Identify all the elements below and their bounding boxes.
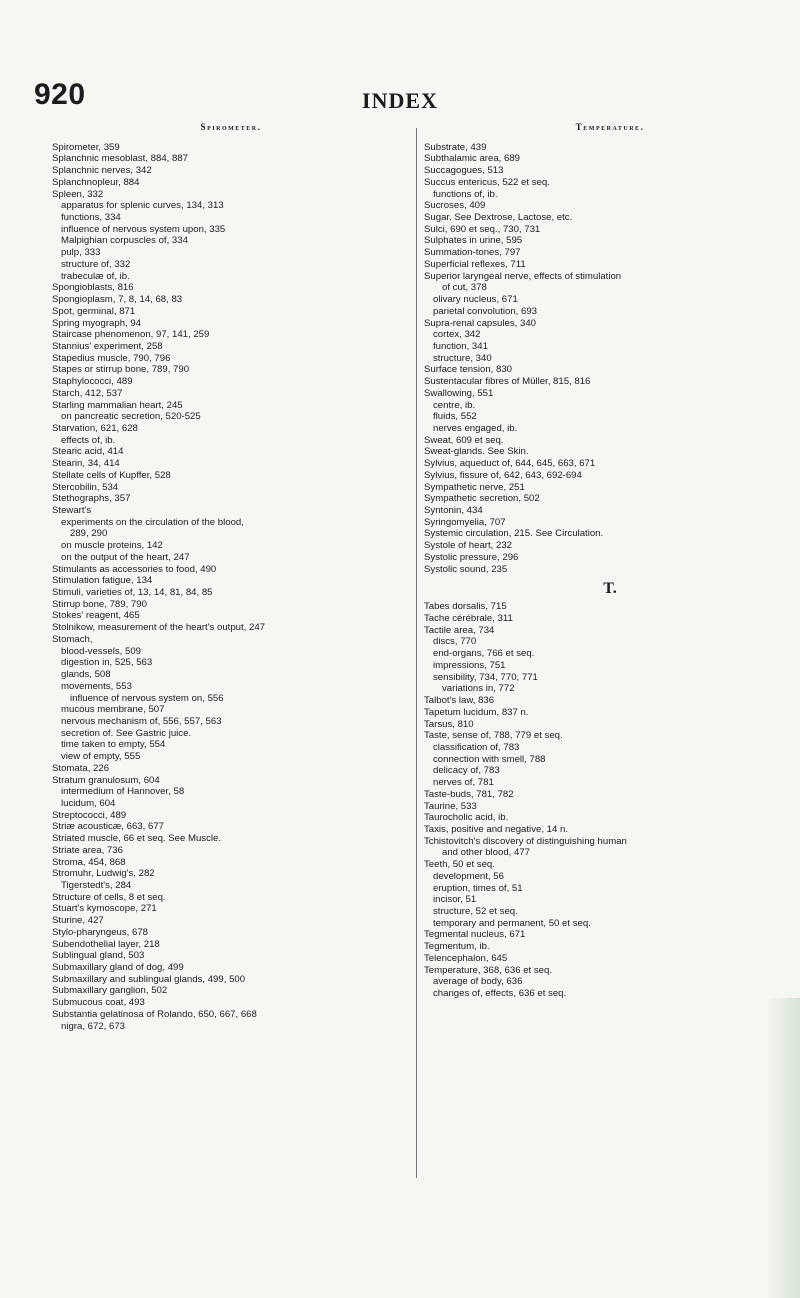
running-head-left: Spirometer. xyxy=(200,122,262,132)
index-entry: on pancreatic secretion, 520-525 xyxy=(61,411,201,423)
index-entry: Systole of heart, 232 xyxy=(424,540,512,552)
index-entry: view of empty, 555 xyxy=(61,751,141,763)
index-entry: and other blood, 477 xyxy=(442,847,531,859)
index-entry: Stylo-pharyngeus, 678 xyxy=(52,926,148,938)
right-column xyxy=(424,122,796,1000)
index-entry: Splanchnic nerves, 342 xyxy=(52,165,152,177)
index-entry: Starling mammalian heart, 245 xyxy=(52,399,183,411)
index-entry: Systolic pressure, 296 xyxy=(424,551,519,563)
index-entry: function, 341 xyxy=(433,340,488,352)
index-entry: Tarsus, 810 xyxy=(424,718,474,730)
index-entry: Superior laryngeal nerve, effects of stimulation xyxy=(424,270,622,282)
index-entry: Tchistovitch's discovery of distinguishing human xyxy=(424,835,627,847)
index-entry: Sylvius, fissure of, 642, 643, 692-694 xyxy=(424,469,582,481)
index-entry: Stapes or stirrup bone, 789, 790 xyxy=(52,364,190,376)
index-entry: Spot, germinal, 871 xyxy=(52,305,136,317)
index-entry: Spongioplasm, 7, 8, 14, 68, 83 xyxy=(52,294,183,306)
index-entry: Sylvius, aqueduct of, 644, 645, 663, 671 xyxy=(424,458,596,470)
index-entry: Stapedius muscle, 790, 796 xyxy=(52,352,171,364)
index-entry: Substantia gelatinosa of Rolando, 650, 667, 668 xyxy=(52,1008,257,1020)
index-entry: Stannius' experiment, 258 xyxy=(52,340,163,352)
index-entry: time taken to empty, 554 xyxy=(61,739,166,751)
index-entry: nerves engaged, ib. xyxy=(433,422,518,434)
index-entry: Stimulants as accessories to food, 490 xyxy=(52,563,217,575)
index-entry: Splanchnic mesoblast, 884, 887 xyxy=(52,153,188,165)
index-entry: Stomata, 226 xyxy=(52,762,110,774)
index-entry: Spirometer, 359 xyxy=(52,141,120,153)
index-entry: Stearin, 34, 414 xyxy=(52,458,120,470)
index-entry: Tapetum lucidum, 837 n. xyxy=(424,706,529,718)
index-entry: Summation-tones, 797 xyxy=(424,247,521,259)
index-entry: impressions, 751 xyxy=(433,659,506,671)
index-entry: Systemic circulation, 215. See Circulation. xyxy=(424,528,604,540)
index-entry: effects of, ib. xyxy=(61,434,116,446)
index-entry: lucidum, 604 xyxy=(61,797,116,809)
index-entry: Spleen, 332 xyxy=(52,188,104,200)
index-entry: variations in, 772 xyxy=(442,683,515,695)
index-entry: Talbot's law, 836 xyxy=(424,695,495,707)
index-entry: pulp, 333 xyxy=(61,247,101,259)
index-entry: Swallowing, 551 xyxy=(424,387,494,399)
index-entry: Sucroses, 409 xyxy=(424,200,486,212)
index-entry: on the output of the heart, 247 xyxy=(61,551,190,563)
index-entry: Sweat-glands. See Skin. xyxy=(424,446,529,458)
index-entry: intermedium of Hannover, 58 xyxy=(61,786,185,798)
index-entry: Tegmentum, ib. xyxy=(424,941,490,953)
index-entry: olivary nucleus, 671 xyxy=(433,294,518,306)
index-entry: Splanchnopleur, 884 xyxy=(52,176,140,188)
index-entry: Sulci, 690 et seq., 730, 731 xyxy=(424,223,541,235)
index-entry: experiments on the circulation of the blood, xyxy=(61,516,244,528)
index-entry: Tigerstedt's, 284 xyxy=(61,880,132,891)
running-head-right: Temperature. xyxy=(575,122,645,132)
index-entry: digestion in, 525, 563 xyxy=(61,657,153,669)
index-entry: Submaxillary ganglion, 502 xyxy=(52,985,168,997)
index-entry: Succus entericus, 522 et seq. xyxy=(424,176,550,188)
index-entry: cortex, 342 xyxy=(433,329,481,341)
index-entry: of cut, 378 xyxy=(442,282,487,294)
index-entry: Malpighian corpuscles of, 334 xyxy=(61,235,188,247)
index-entry: influence of nervous system on, 556 xyxy=(70,692,224,704)
index-entry: Stimulation fatigue, 134 xyxy=(52,575,153,587)
index-entry: Taste-buds, 781, 782 xyxy=(424,788,514,800)
index-entry: Tabes dorsalis, 715 xyxy=(424,601,507,613)
index-entry: Stearic acid, 414 xyxy=(52,446,124,458)
index-entry: Starvation, 621, 628 xyxy=(52,422,138,434)
index-entry: Supra-renal capsules, 340 xyxy=(424,317,536,329)
index-entry: Teeth, 50 et seq. xyxy=(424,859,495,871)
right-t-entry-list xyxy=(424,601,796,999)
index-entry: discs, 770 xyxy=(433,636,477,648)
index-entry: nervous mechanism of, 556, 557, 563 xyxy=(61,715,222,727)
page-title: INDEX xyxy=(362,88,438,113)
column-divider xyxy=(416,128,417,1178)
right-s-entry-list xyxy=(424,142,796,576)
index-entry: Taxis, positive and negative, 14 n. xyxy=(424,823,568,835)
index-entry: parietal convolution, 693 xyxy=(433,305,538,317)
index-entry: Succagogues, 513 xyxy=(424,165,504,177)
index-entry: Syringomyelia, 707 xyxy=(424,516,506,528)
index-entry: Subendothelial layer, 218 xyxy=(52,938,160,950)
index-entry: Submucous coat, 493 xyxy=(52,997,145,1009)
index-entry: Sweat, 609 et seq. xyxy=(424,434,504,446)
index-entry: 289, 290 xyxy=(70,528,108,540)
left-column xyxy=(52,122,410,1032)
index-entry: influence of nervous system upon, 335 xyxy=(61,223,226,235)
index-entry: Sympathetic secretion, 502 xyxy=(424,493,540,505)
index-entry: changes of, effects, 636 et seq. xyxy=(433,988,567,1000)
index-entry: Striæ acousticæ, 663, 677 xyxy=(52,821,164,833)
index-entry: Taurine, 533 xyxy=(424,800,477,812)
index-entry: structure of, 332 xyxy=(61,258,131,270)
index-entry: sensibility, 734, 770, 771 xyxy=(433,671,538,683)
index-entry: Spring myograph, 94 xyxy=(52,317,142,329)
index-entry: Staphylococci, 489 xyxy=(52,376,133,388)
index-entry: fluids, 552 xyxy=(433,411,477,423)
index-entry: Striate area, 736 xyxy=(52,844,123,856)
index-entry: functions, 334 xyxy=(61,212,121,224)
index-entry: nerves of, 781 xyxy=(433,777,494,789)
index-entry: Structure of cells, 8 et seq. xyxy=(52,891,166,903)
index-entry: Staircase phenomenon, 97, 141, 259 xyxy=(52,329,210,341)
index-entry: Starch, 412, 537 xyxy=(52,387,123,399)
index-entry: structure, 340 xyxy=(433,352,492,364)
index-entry: Stewart's xyxy=(52,505,92,516)
index-entry: Stellate cells of Kupffer, 528 xyxy=(52,469,171,481)
index-entry: Stratum granulosum, 604 xyxy=(52,774,160,786)
index-entry: Stuart's kymoscope, 271 xyxy=(52,903,157,915)
page-number: 920 xyxy=(34,78,86,111)
index-entry: mucous membrane, 507 xyxy=(61,704,165,716)
index-entry: Substrate, 439 xyxy=(424,141,487,153)
index-entry: movements, 553 xyxy=(61,680,132,692)
index-entry: Streptococci, 489 xyxy=(52,809,127,821)
index-entry: Stromuhr, Ludwig's, 282 xyxy=(52,868,155,880)
index-entry: development, 56 xyxy=(433,870,504,882)
index-entry: classification of, 783 xyxy=(433,741,520,753)
index-entry: blood-vessels, 509 xyxy=(61,645,141,657)
index-entry: Taste, sense of, 788, 779 et seq. xyxy=(424,730,563,742)
index-entry: incisor, 51 xyxy=(433,894,477,906)
index-entry: Subthalamic area, 689 xyxy=(424,153,520,165)
index-entry: nigra, 672, 673 xyxy=(61,1020,126,1032)
letter-heading-t: T. xyxy=(603,580,617,598)
index-entry: end-organs, 766 et seq. xyxy=(433,648,535,660)
index-entry: connection with smell, 788 xyxy=(433,753,546,765)
index-entry: Striated muscle, 66 et seq. See Muscle. xyxy=(52,833,222,845)
index-entry: secretion of. See Gastric juice. xyxy=(61,727,192,739)
index-entry: Submaxillary and sublingual glands, 499, 500 xyxy=(52,973,246,985)
index-entry: temporary and permanent, 50 et seq. xyxy=(433,917,591,929)
index-entry: Stimuli, varieties of, 13, 14, 81, 84, 85 xyxy=(52,587,213,599)
index-entry: Sublingual gland, 503 xyxy=(52,950,145,962)
index-entry: Sugar. See Dextrose, Lactose, etc. xyxy=(424,212,573,224)
index-entry: Sympathetic nerve, 251 xyxy=(424,481,525,493)
index-entry: Syntonin, 434 xyxy=(424,505,483,516)
index-entry: Stolnikow, measurement of the heart's output, 247 xyxy=(52,622,266,634)
index-entry: Stirrup bone, 789, 790 xyxy=(52,598,147,610)
index-entry: Submaxillary gland of dog, 499 xyxy=(52,962,184,974)
index-entry: Stethographs, 357 xyxy=(52,493,131,505)
index-entry: centre, ib. xyxy=(433,399,476,411)
index-entry: glands, 508 xyxy=(61,669,111,681)
index-entry: Tactile area, 734 xyxy=(424,624,495,636)
index-entry: Temperature, 368, 636 et seq. xyxy=(424,964,552,976)
index-entry: delicacy of, 783 xyxy=(433,765,500,777)
index-entry: Superficial reflexes, 711 xyxy=(424,258,526,270)
index-entry: Tache cérébrale, 311 xyxy=(424,613,513,625)
index-entry: structure, 52 et seq. xyxy=(433,906,518,917)
left-entry-list xyxy=(52,142,410,1033)
index-entry: Sustentacular fibres of Müller, 815, 816 xyxy=(424,376,591,388)
index-entry: Stomach, xyxy=(52,633,93,645)
index-entry: on muscle proteins, 142 xyxy=(61,540,163,552)
index-entry: Tegmental nucleus, 671 xyxy=(424,929,526,941)
index-entry: eruption, times of, 51 xyxy=(433,882,523,894)
index-entry: functions of, ib. xyxy=(433,188,498,200)
index-entry: Spongioblasts, 816 xyxy=(52,282,134,294)
index-entry: Surface tension, 830 xyxy=(424,364,513,376)
index-entry: Taurocholic acid, ib. xyxy=(424,812,509,824)
index-entry: Telencephalon, 645 xyxy=(424,952,508,964)
page-edge-shading xyxy=(766,998,800,1298)
index-entry: Stroma, 454, 868 xyxy=(52,856,126,868)
index-entry: Stokes' reagent, 465 xyxy=(52,610,140,622)
index-entry: Sturine, 427 xyxy=(52,915,104,927)
index-entry: average of body, 636 xyxy=(433,976,523,988)
index-entry: Systolic sound, 235 xyxy=(424,563,508,575)
index-entry: Stercobilin, 534 xyxy=(52,481,119,493)
index-entry: trabeculæ of, ib. xyxy=(61,270,130,282)
index-entry: Sulphates in urine, 595 xyxy=(424,235,523,247)
index-entry: apparatus for splenic curves, 134, 313 xyxy=(61,200,224,212)
